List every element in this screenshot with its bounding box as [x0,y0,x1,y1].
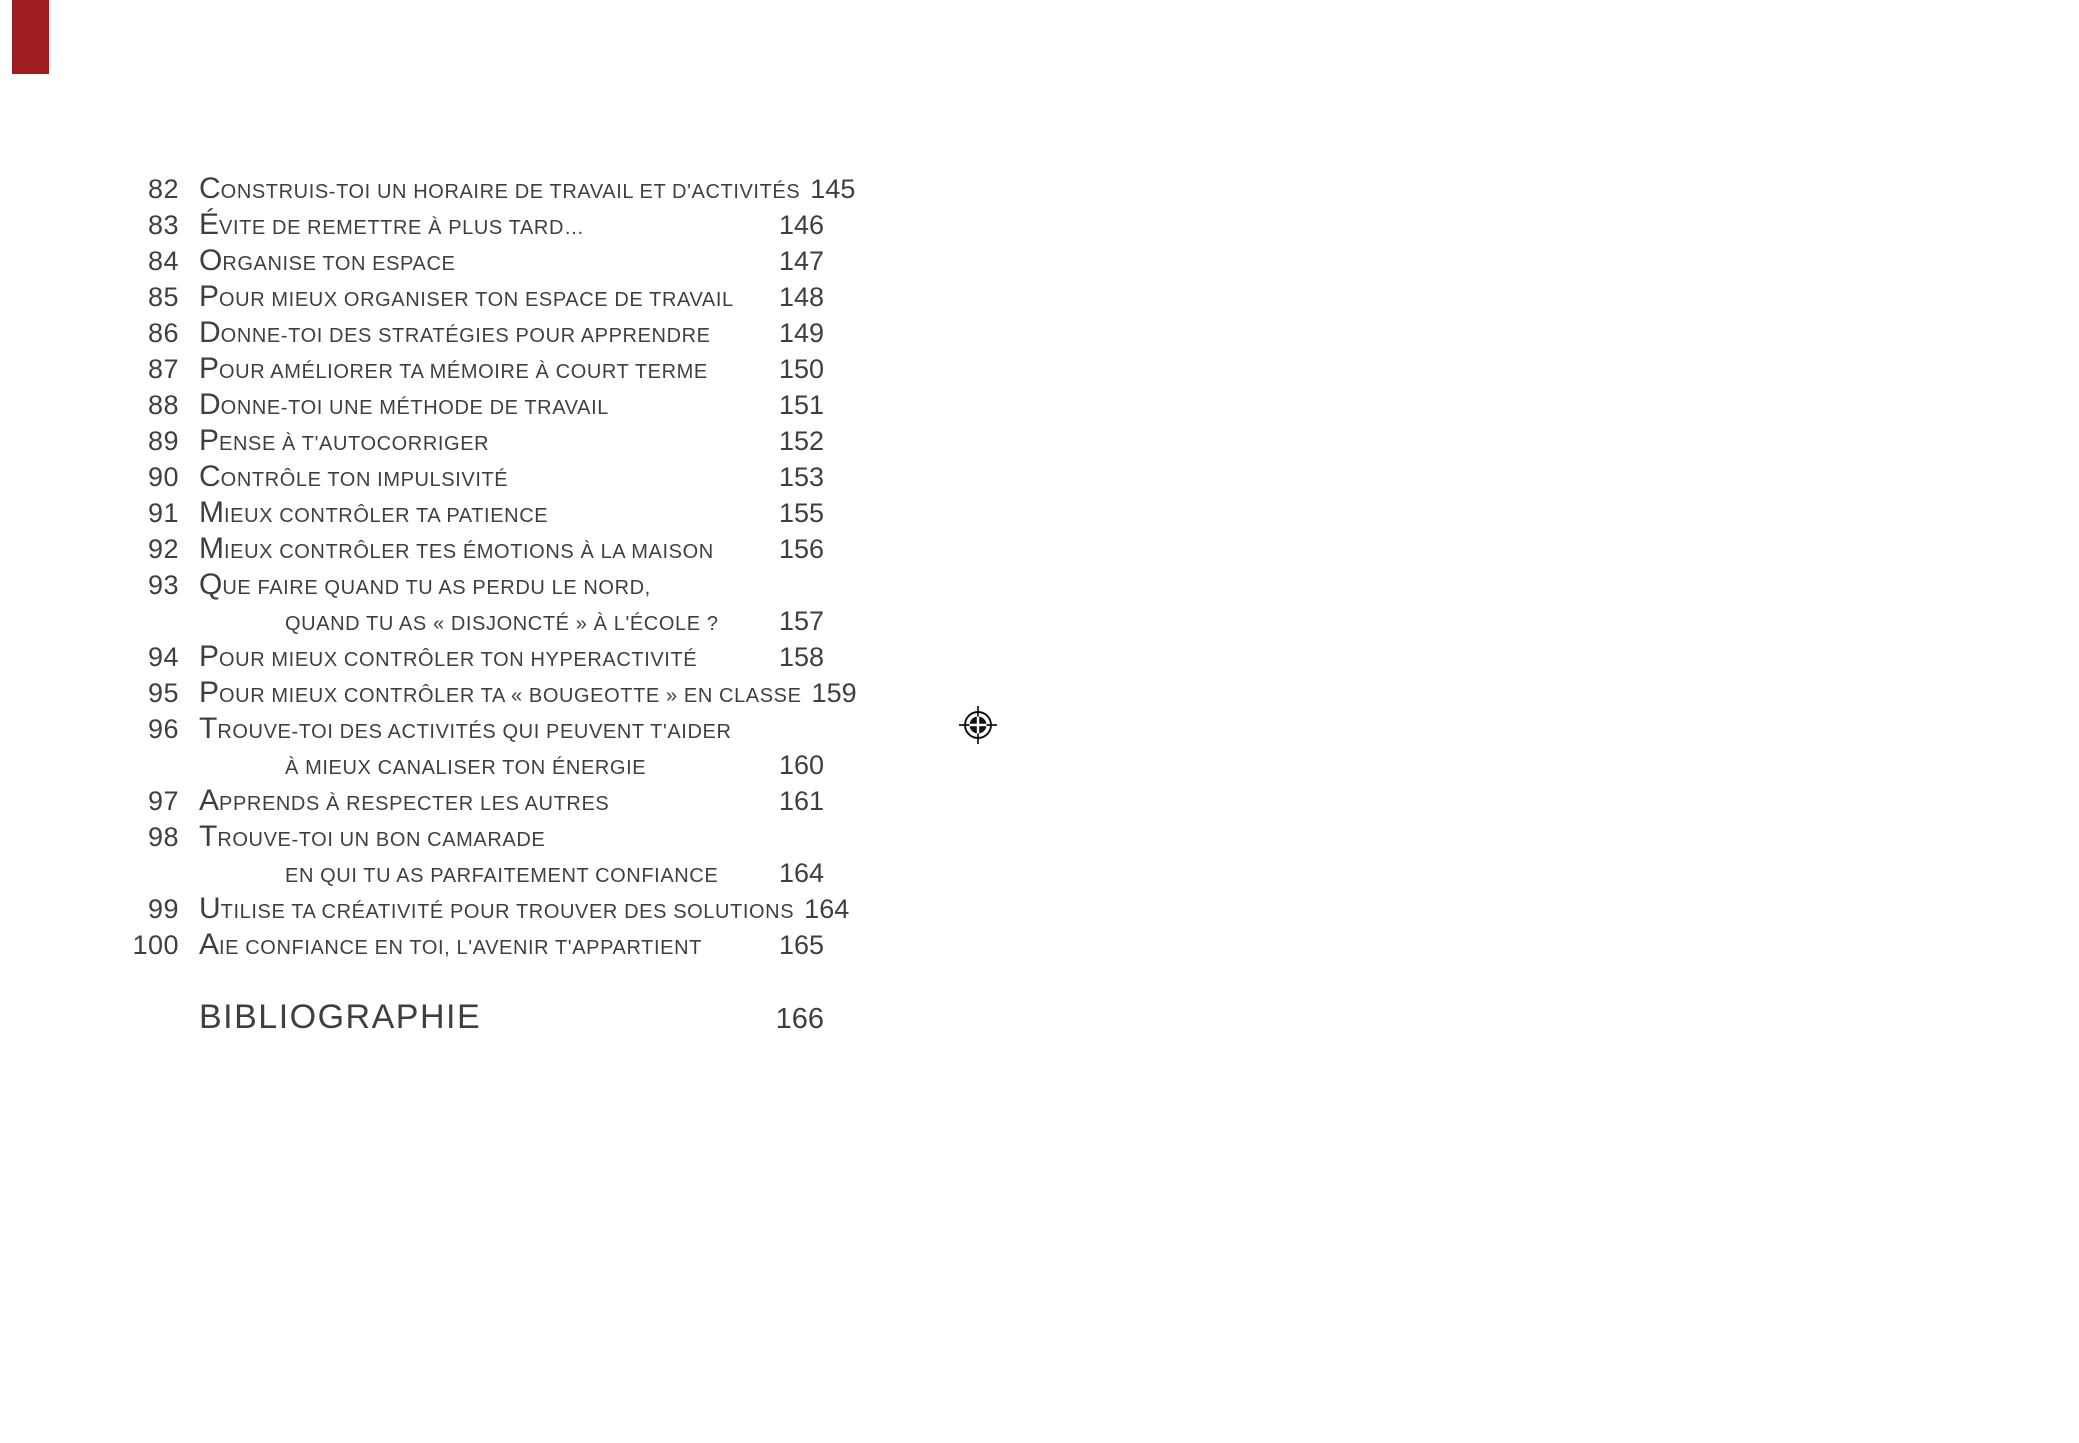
entry-title-smallcaps: ENSE À T'AUTOCORRIGER [219,433,490,455]
entry-number: 85 [147,282,179,312]
entry-title-initial: P [199,676,220,709]
entry-title-smallcaps: ONNE-TOI DES STRATÉGIES POUR APPRENDRE [220,325,711,347]
entry-number: 84 [147,246,179,276]
entry-title-initial: C [199,460,221,493]
entry-page-number: 156 [778,534,824,564]
entry-title [199,639,769,680]
entry-title-smallcaps: RGANISE TON ESPACE [222,253,456,275]
toc-line [130,423,824,459]
entry-title-smallcaps: ROUVE-TOI UN BON CAMARADE [217,829,546,851]
entry-title-initial: U [199,892,221,925]
entry-title-initial: P [199,424,220,457]
entry-number: 83 [147,210,179,240]
entry-title-initial: P [199,352,220,385]
entry-number: 90 [147,462,179,492]
toc-line [130,315,824,351]
entry-page-number: 153 [778,462,824,492]
toc-line [130,387,824,423]
entry-title-smallcaps: OUR MIEUX CONTRÔLER TA « BOUGEOTTE » EN CLASSE [219,685,802,707]
entry-number: 93 [147,570,179,600]
toc-line [130,891,850,927]
toc-line [130,639,824,675]
toc-line [130,279,824,315]
toc-line [130,531,824,567]
bibliography-label: BIBLIOGRAPHIE [199,998,482,1036]
entry-page-number: 155 [778,498,824,528]
entry-title [199,783,769,824]
entry-title-smallcaps: EN QUI TU AS PARFAITEMENT CONFIANCE [285,865,719,887]
entry-title-initial: É [199,208,220,241]
entry-number: 98 [147,822,179,852]
entry-page-number: 152 [778,426,824,456]
entry-page-number: 164 [778,858,824,888]
bibliography-row [130,996,824,1038]
entry-title-initial: C [199,172,221,205]
toc-line [130,603,824,639]
entry-title [199,675,802,716]
entry-number: 96 [147,714,179,744]
red-ink-corner-patch [12,0,49,74]
toc-line [130,675,857,711]
toc-line [130,459,824,495]
entry-title-smallcaps: ONNE-TOI UNE MÉTHODE DE TRAVAIL [220,397,609,419]
entry-title-smallcaps: PPRENDS À RESPECTER LES AUTRES [219,793,610,815]
toc-line [130,171,856,207]
entry-page-number: 160 [778,750,824,780]
entry-title [199,423,769,464]
entry-number: 94 [147,642,179,672]
entry-page-number: 149 [778,318,824,348]
toc-line [130,783,824,819]
entry-page-number: 145 [810,174,856,204]
entry-title [199,279,769,320]
bibliography-page-number: 166 [775,1003,824,1035]
entry-number: 95 [147,678,179,708]
entry-title-initial: M [199,532,224,565]
table-of-contents [130,171,857,1038]
entry-title [199,243,769,284]
entry-title-initial: P [199,280,220,313]
entry-title-initial: O [199,244,223,277]
entry-title-smallcaps: IEUX CONTRÔLER TA PATIENCE [224,505,549,527]
entry-title [199,207,769,248]
entry-title-initial: D [199,316,221,349]
entry-title-smallcaps: ONTRÔLE TON IMPULSIVITÉ [220,469,509,491]
entry-title-smallcaps: TILISE TA CRÉATIVITÉ POUR TROUVER DES SOLUTIONS [220,901,795,923]
entry-title-smallcaps: ONSTRUIS-TOI UN HORAIRE DE TRAVAIL ET D'ACTIVITÉS [220,181,801,203]
entry-title [199,711,814,752]
toc-line [130,567,824,603]
entry-title-initial: M [199,496,224,529]
entry-title-smallcaps: IE CONFIANCE EN TOI, L'AVENIR T'APPARTIENT [219,937,702,959]
entry-title-smallcaps: UE FAIRE QUAND TU AS PERDU LE NORD, [222,577,651,599]
entry-title-smallcaps: ROUVE-TOI DES ACTIVITÉS QUI PEUVENT T'AIDER [217,721,732,743]
toc-line [130,495,824,531]
toc-line [130,747,824,783]
toc-line [130,927,824,963]
entry-number: 91 [147,498,179,528]
entry-title-smallcaps: IEUX CONTRÔLER TES ÉMOTIONS À LA MAISON [224,541,714,563]
entry-title-initial: Q [199,568,223,601]
toc-line [130,243,824,279]
entry-title-initial: D [199,388,221,421]
entry-title-smallcaps: OUR MIEUX CONTRÔLER TON HYPERACTIVITÉ [219,649,698,671]
entry-number: 87 [147,354,179,384]
entry-title [199,351,769,392]
entry-number: 89 [147,426,179,456]
entry-page-number: 159 [811,678,857,708]
entry-title [199,891,794,932]
entry-title-smallcaps: QUAND TU AS « DISJONCTÉ » À L'ÉCOLE ? [285,613,719,635]
toc-line [130,207,824,243]
toc-line [130,351,824,387]
entry-number: 97 [147,786,179,816]
toc-line [130,855,824,891]
entry-page-number: 161 [778,786,824,816]
entry-title [199,387,769,428]
entry-page-number: 146 [778,210,824,240]
entry-page-number: 150 [778,354,824,384]
entry-number: 92 [147,534,179,564]
entry-title-initial: P [199,640,220,673]
entry-number: 86 [147,318,179,348]
entry-title [199,495,769,536]
entry-title-smallcaps: À MIEUX CANALISER TON ÉNERGIE [285,757,647,779]
entry-title-smallcaps: VITE DE REMETTRE À PLUS TARD… [219,217,585,239]
entry-number: 100 [132,930,179,960]
entry-page-number: 158 [778,642,824,672]
entry-page-number: 147 [778,246,824,276]
entry-title-initial: T [199,820,218,853]
entry-title [199,927,769,968]
entry-title-smallcaps: OUR AMÉLIORER TA MÉMOIRE À COURT TERME [219,361,708,383]
entry-title [199,315,769,356]
entry-number: 88 [147,390,179,420]
entry-page-number: 157 [778,606,824,636]
entry-page-number: 148 [778,282,824,312]
entry-page-number: 165 [778,930,824,960]
entry-title [199,819,814,860]
entry-title-initial: A [199,784,220,817]
entry-page-number: 164 [804,894,850,924]
entry-number: 99 [147,894,179,924]
entry-title-smallcaps: OUR MIEUX ORGANISER TON ESPACE DE TRAVAIL [219,289,734,311]
entry-title [199,459,769,500]
registration-crosshair-icon [958,705,998,745]
toc-line [130,711,824,747]
entry-title [199,567,814,608]
entry-number: 82 [147,174,179,204]
entry-page-number: 151 [778,390,824,420]
entry-title-initial: T [199,712,218,745]
entry-title [199,171,800,212]
toc-line [130,819,824,855]
entry-title [199,531,769,572]
entry-title-initial: A [199,928,220,961]
